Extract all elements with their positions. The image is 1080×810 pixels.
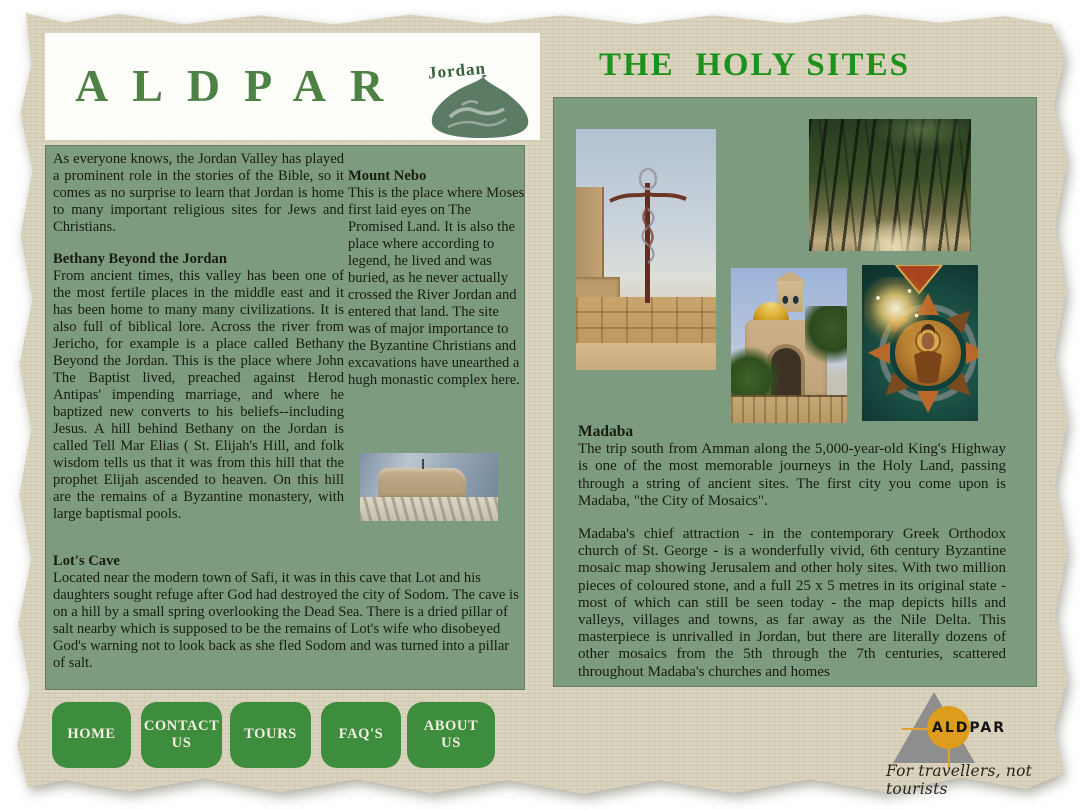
right-content-panel [553, 97, 1037, 687]
nav-button-home[interactable]: HOME [52, 702, 131, 768]
church-bell-tower-photo [731, 268, 847, 423]
nav-button-contact-us[interactable]: CONTACT US [141, 702, 222, 768]
jordan-stamp-calligraphy-icon [428, 75, 534, 139]
madaba-heading: Madaba [578, 423, 634, 440]
monastery-cross [422, 459, 424, 469]
brand-wordmark: ALDPAR [75, 60, 408, 111]
footer-tagline: For travellers, not tourists [886, 762, 1033, 798]
madaba-paragraph-1: The trip south from Amman along the 5,000-year-old King's Highway is one of the most memorable journeys in the Holy Land, passing through a string of ancient sites. The first city you come upon is Madaba, "the City of Mosaics". [578, 441, 1006, 509]
mount-nebo-heading: Mount Nebo [348, 168, 427, 184]
stone-wall-foreground [731, 395, 847, 423]
serpent-cross-sculpture-icon [606, 167, 690, 307]
nav-button-about-us[interactable]: ABOUT US [407, 702, 495, 768]
byzantine-ceiling-mosaic-photo [862, 265, 978, 421]
intro-paragraph: As everyone knows, the Jordan Valley has played a prominent role in the stories of the Bible, so it comes as no surprise to learn that Jordan is home to many important religious sites for Jews and Christians. [53, 151, 344, 235]
lots-cave-paragraph: Located near the modern town of Safi, it was in this cave that Lot and his daughters sought refuge after God had destroyed the city of Sodom. The cave is on a hill by a small spring overlooking the Dead Sea. There is a dried pillar of salt nearby which is supposed to be the remains of Lot's wife who disobeyed God's warning not to look back as she fled Sodom and was turned into a pillar of salt. [53, 570, 519, 671]
left-content-panel [45, 145, 525, 690]
brazen-serpent-cross-photo [576, 129, 716, 370]
madaba-section [578, 423, 1006, 681]
jordan-stamp-label: Jordan [427, 58, 487, 83]
header-box [45, 33, 540, 140]
page-title: THE HOLY SITES [599, 47, 910, 83]
palm-tree-right [805, 306, 847, 370]
footer-logo-text: ALDPAR [932, 720, 1006, 736]
mount-nebo-paragraph: This is the place where Moses first laid eyes on The Promised Land. It is also the place where according to legend, he lived and was buried, as he never actually crossed the River Jordan and entered that land. The site was of major importance to the Byzantine Christians and excavations have unearthed a hugh monastic complex here. [348, 185, 525, 388]
bethany-heading: Bethany Beyond the Jordan [53, 251, 227, 267]
lots-cave-section [53, 553, 521, 672]
mount-nebo-column [348, 168, 525, 389]
sandy-ground [576, 343, 716, 370]
nav-button-tours[interactable]: TOURS [230, 702, 311, 768]
forest-trail-photo [809, 119, 971, 251]
hilltop-monastery-photo [360, 453, 498, 521]
jordan-stamp-logo [424, 45, 540, 140]
lots-cave-heading: Lot's Cave [53, 553, 120, 569]
logo-horizontal-line [902, 728, 929, 730]
monastery-building [378, 468, 466, 500]
chandelier-glow [864, 277, 934, 347]
nav-button-faqs[interactable]: FAQ'S [321, 702, 401, 768]
madaba-paragraph-2: Madaba's chief attraction - in the contemporary Greek Orthodox church of St. George - is a wonderfully vivid, 6th century Byzantine mosaic map showing Jerusalem and other holy sites. With two million pieces of coloured stone, and a full 25 x 5 metres in its original state - most of which can still be seen today - the map depicts hills and valleys, villages and towns, as far away as the Nile Delta. This masterpiece is unrivalled in Jordan, but there are literally dozens of other mosaics from the 5th through the 7th centuries, scattered throughout Madaba's churches and homes [578, 526, 1006, 680]
rocky-slope [360, 497, 498, 521]
left-column [53, 151, 344, 523]
bethany-paragraph: From ancient times, this valley has been one of the most fertile places in the middle east and it has been home to many many civilizations. It is also full of biblical lore. Across the river from Jericho, for example is a place called Bethany Beyond the Jordan. This is the place where John The Baptist lived, preached against Herod Antipas' impending marriage, and where he baptized new converts to his beliefs--including Jesus. A hill behind Bethany on the Jordan is called Tell Mar Elias ( St. Elijah's Hill, and folk wisdom tells us that it was from this hill that the prophet Elijah ascended to heaven. On this hill are the remains of a Byzantine monastery, with large baptismal pools. [53, 268, 344, 522]
